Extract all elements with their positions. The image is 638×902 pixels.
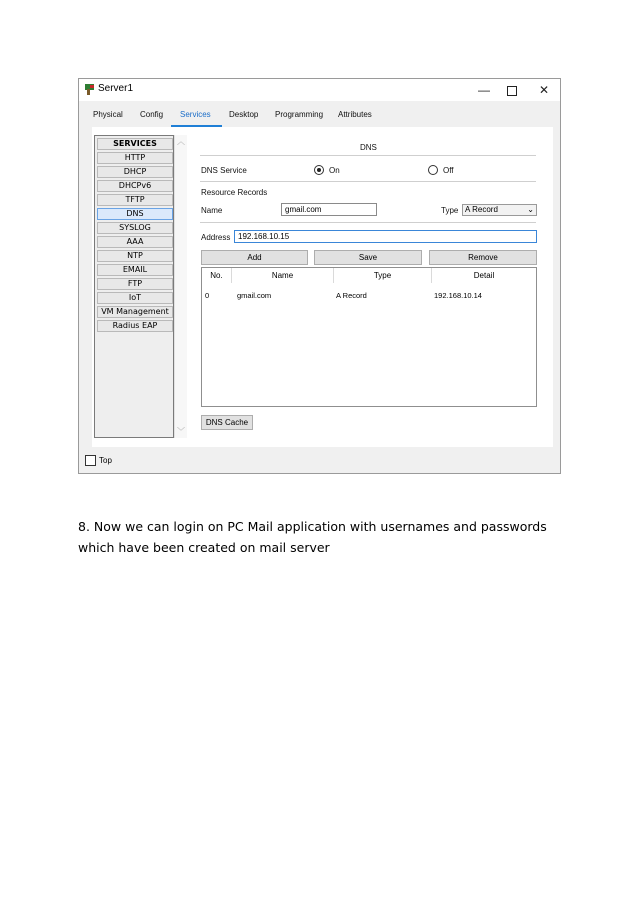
type-select-value: A Record — [465, 205, 498, 214]
service-iot[interactable]: IoT — [97, 292, 173, 304]
title-bar[interactable] — [79, 79, 560, 101]
dns-cache-button[interactable]: DNS Cache — [201, 415, 253, 430]
tab-physical[interactable]: Physical — [93, 110, 123, 119]
cell-detail: 192.168.10.14 — [434, 291, 482, 300]
dns-on-radio[interactable] — [314, 165, 324, 175]
type-select[interactable] — [462, 204, 537, 216]
tab-config[interactable]: Config — [140, 110, 164, 119]
service-dhcpv6[interactable]: DHCPv6 — [97, 180, 173, 192]
dns-on-label: On — [329, 166, 340, 175]
cell-type: A Record — [336, 291, 367, 300]
divider — [200, 181, 536, 182]
tab-attributes[interactable]: Attributes — [338, 110, 372, 119]
service-ftp[interactable]: FTP — [97, 278, 173, 290]
window-title: Server1 — [98, 83, 134, 94]
tab-bar — [79, 101, 560, 127]
caption — [78, 516, 558, 558]
resource-records-label: Resource Records — [201, 188, 268, 197]
top-checkbox[interactable] — [85, 455, 96, 466]
dns-section-title: DNS — [360, 143, 377, 152]
cell-no: 0 — [205, 291, 210, 300]
scroll-down-icon[interactable]: ﹀ — [177, 427, 185, 436]
service-radius-eap[interactable]: Radius EAP — [97, 320, 173, 332]
remove-button[interactable]: Remove — [429, 250, 537, 265]
service-vm-management[interactable]: VM Management — [97, 306, 173, 318]
name-input[interactable]: gmail.com — [281, 203, 377, 216]
chevron-down-icon: ⌄ — [527, 205, 534, 214]
dns-off-label: Off — [443, 166, 454, 175]
column-header-name: Name — [232, 268, 334, 283]
service-http[interactable]: HTTP — [97, 152, 173, 164]
divider — [200, 155, 536, 156]
app-icon — [84, 83, 96, 96]
tab-desktop[interactable]: Desktop — [229, 110, 259, 119]
service-dns[interactable]: DNS — [97, 208, 173, 220]
maximize-icon — [507, 86, 517, 96]
dns-service-label: DNS Service — [201, 166, 247, 175]
services-scrollbar[interactable] — [174, 135, 187, 438]
address-label: Address — [201, 233, 231, 242]
name-label: Name — [201, 206, 223, 215]
divider — [200, 222, 536, 223]
service-ntp[interactable]: NTP — [97, 250, 173, 262]
records-table — [201, 267, 537, 407]
services-list — [94, 135, 174, 438]
service-email[interactable]: EMAIL — [97, 264, 173, 276]
dns-off-radio[interactable] — [428, 165, 438, 175]
services-header: SERVICES — [97, 138, 173, 150]
server-window — [78, 78, 561, 474]
radio-selected-icon — [317, 168, 321, 172]
caption-line-1: 8. Now we can login on PC Mail application with usernames and passwords — [78, 519, 547, 534]
add-button[interactable]: Add — [201, 250, 308, 265]
service-tftp[interactable]: TFTP — [97, 194, 173, 206]
service-aaa[interactable]: AAA — [97, 236, 173, 248]
services-panel — [92, 127, 553, 447]
minimize-button[interactable]: — — [478, 83, 490, 97]
save-button[interactable]: Save — [314, 250, 422, 265]
column-header-no: No. — [202, 268, 232, 283]
close-button[interactable]: ✕ — [538, 83, 550, 97]
column-header-detail: Detail — [473, 271, 495, 280]
type-label: Type — [441, 206, 459, 215]
maximize-button[interactable] — [497, 79, 527, 101]
tab-services[interactable]: Services — [180, 110, 211, 119]
caption-line-2: which have been created on mail server — [78, 540, 330, 555]
cell-name: gmail.com — [237, 291, 272, 300]
service-syslog[interactable]: SYSLOG — [97, 222, 173, 234]
top-checkbox-label: Top — [99, 456, 112, 465]
scroll-up-icon[interactable]: ︿ — [177, 137, 185, 146]
tab-programming[interactable]: Programming — [275, 110, 324, 119]
column-header-type: Type — [334, 268, 432, 283]
service-dhcp[interactable]: DHCP — [97, 166, 173, 178]
address-input[interactable]: 192.168.10.15 — [234, 230, 537, 243]
